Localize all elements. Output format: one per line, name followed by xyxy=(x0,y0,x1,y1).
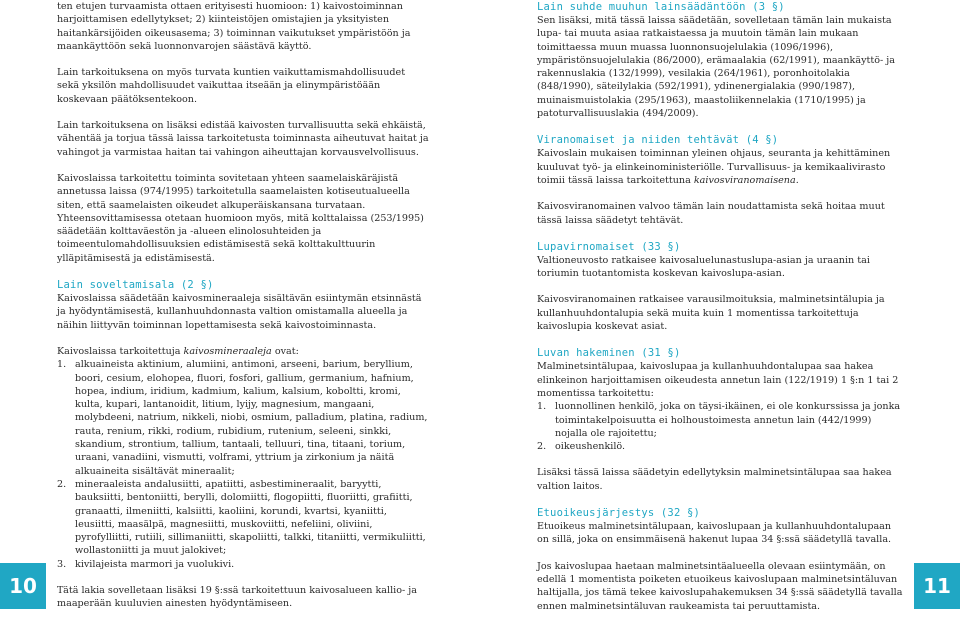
list-number: 1. xyxy=(57,359,67,371)
paragraph-state-institution: Lisäksi tässä laissa säädetyin edellytyksin malminetsintälupaa saa hakea valtion laitos. xyxy=(537,467,892,492)
right-page-column xyxy=(537,0,905,626)
paragraph-scope: Kaivoslaissa säädetään kaivosmineraaleja sisältävän esiintymän etsinnästä ja hyödyntämisestä, kullanhuuhdonnasta valtion omistamalla alueella ja näihin liittyvän toiminnan lopettamisesta sekä kaivostoiminnasta. xyxy=(57,293,422,331)
left-page-column xyxy=(57,0,429,624)
authorities-term: kaivosviranomaisena xyxy=(693,174,796,186)
list-number: 2. xyxy=(537,441,547,453)
minerals-intro-text: Kaivoslaissa tarkoitettuja xyxy=(57,345,184,357)
paragraph-mining-area-materials: Tätä lakia sovelletaan lisäksi 19 §:ssä tarkoitettuun kaivosalueen kallio- ja maaperään kuuluvien ainesten hyödyntämiseen. xyxy=(57,584,417,610)
paragraph-minerals-intro xyxy=(57,345,429,358)
minerals-list xyxy=(57,358,429,571)
paragraph-permit-authority: Kaivosviranomainen ratkaisee varausilmoituksia, malminetsintälupia ja kullanhuuhdontalupia sekä muita kuin 1 momentissa tarkoitettuja kaivoslupia koskevat asiat. xyxy=(537,294,885,333)
paragraph-relation-to-other-laws: Sen lisäksi, mitä tässä laissa säädetään, sovelletaan tämän lain mukaista lupa- tai muuta asiaa ratkaistaessa ja muutoin tämän lain mukaan toimittaessa muun muassa luonnonsuojelulakia (1096/1996), ympäristönsuojelulakia (86/2000), erämaalakia (62/1991), maankäyttö- ja rakennuslakia (132/1999), vesilakia (264/1961), poronhoitolakia (848/1990), säteilylakia (592/1991), ydinenergialakia (990/1987), muinaismuistolakia (295/1963), maastoliikennelakia (1710/1995) ja patoturvallisuuslakia (494/2009). xyxy=(537,15,895,120)
list-number: 1. xyxy=(537,401,547,413)
list-text: alkuaineista aktinium, alumiini, antimoni, arseeni, barium, beryllium, boori, cesium, elohopea, fluori, fosfori, gallium, germanium, hafnium, hopea, indium, iridium, kadmium, kalium, kalsium, koboltti, kromi, kulta, kupari, lantanoidit, litium, lyijy, magnesium, mangaani, molybdeeni, natrium, nikkeli, niobi, osmium, palladium, platina, radium, rauta, renium, rikki, rodium, rubidium, rutenium, seleeni, sinkki, skandium, strontium, tallium, tantaali, telluuri, tina, titaani, torium, uraani, vanadiini, vismutti, volframi, yttrium ja zirkonium ja näitä alkuaineita sisältävät mineraalit; xyxy=(75,359,428,477)
paragraph-mine-safety: Lain tarkoituksena on lisäksi edistää kaivosten turvallisuutta sekä ehkäistä, vähentää ja torjua tässä laissa tarkoitetusta toiminnasta aiheutuvat haitat ja vahingot ja varmistaa haitan tai vahingon aiheuttajan korvausvelvollisuus. xyxy=(57,120,429,158)
list-item xyxy=(537,440,905,453)
paragraph-priority-first: Etuoikeus malminetsintälupaan, kaivoslupaan ja kullanhuuhdontalupaan on sillä, joka on ensimmäisenä hakenut lupaa 34 §:ssä säädetyllä tavalla. xyxy=(537,521,892,546)
heading-permit-application: Luvan hakeminen (31 §) xyxy=(537,347,681,360)
minerals-intro-term: kaivosmineraaleja xyxy=(183,345,272,357)
list-item xyxy=(57,558,429,571)
list-text: oikeushenkilö. xyxy=(555,441,626,453)
paragraph-sami-homeland: Kaivoslaissa tarkoitettu toiminta sovitetaan yhteen saamelaiskäräjistä annetussa laissa (974/1995) tarkoitetulla saamelaisten kotiseutualueella siten, että saamelaisten oikeudet alkuperäiskansana turvataan. Yhteensovittamisessa otetaan huomioon myös, mitä kolttalaissa (253/1995) säädetään kolttaväestön ja -alueen elinolosuhteiden ja toimeentulomahdollisuuksien edistämisestä sekä kolttakulttuurin ylläpitämisestä ja edistämisestä. xyxy=(57,172,424,264)
paragraph-priority-holder: Jos kaivoslupaa haetaan malminetsintäalueella olevaan esiintymään, on edellä 1 momentista poiketen etuoikeus kaivoslupaan malminetsintäluvan haltijalla, jos tämä tekee kaivoslupahakemuksen 34 §:ssä säädetyllä tavalla ennen malminetsintäluvan raukeamista tai peruuttamista. xyxy=(537,560,903,612)
heading-authorities: Viranomaiset ja niiden tehtävät (4 §) xyxy=(537,134,779,147)
paragraph-permit-government: Valtioneuvosto ratkaisee kaivosaluelunastuslupa-asian ja uraanin tai toriumin tuotantomista koskevan kaivoslupa-asian. xyxy=(537,254,870,280)
paragraph-purpose-continued: ten etujen turvaamista ottaen erityisesti huomioon: 1) kaivostoiminnan harjoittamisen edellytykset; 2) kiinteistöjen omistajien ja yksityisten haitankärsijöiden oikeusasema; 3) toiminnan vaikutukset ympäristöön ja maankäyttöön sekä luonnonvarojen säästävä käyttö. xyxy=(57,1,411,52)
list-number: 2. xyxy=(57,478,67,490)
heading-relation-to-other-laws: Lain suhde muuhun lainsäädäntöön (3 §) xyxy=(537,1,785,13)
heading-scope: Lain soveltamisala (2 §) xyxy=(57,279,214,292)
list-number: 3. xyxy=(57,558,67,570)
page-number-left: 10 xyxy=(0,563,46,609)
paragraph-authorities xyxy=(537,147,905,187)
paragraph-supervision: Kaivosviranomainen valvoo tämän lain noudattamista sekä hoitaa muut tässä laissa säädetyt tehtävät. xyxy=(537,201,885,226)
minerals-intro-suffix: ovat: xyxy=(271,345,299,357)
list-item xyxy=(57,478,429,558)
heading-permit-authorities: Lupavirnomaiset (33 §) xyxy=(537,240,681,253)
list-text: kivilajeista marmori ja vuolukivi. xyxy=(75,558,235,570)
applicants-list xyxy=(537,400,905,453)
heading-priority-order: Etuoikeusjärjestys (32 §) xyxy=(537,507,701,520)
authorities-suffix: . xyxy=(795,174,799,186)
list-item xyxy=(537,400,905,440)
paragraph-municipal-influence: Lain tarkoituksena on myös turvata kuntien vaikuttamismahdollisuudet sekä yksilön mahdollisuudet vaikuttaa itseään ja elinympäristöään koskevaan päätöksentekoon. xyxy=(57,67,406,105)
list-item xyxy=(57,358,429,478)
authorities-text: Kaivoslain mukaisen toiminnan yleinen ohjaus, seuranta ja kehittäminen kuuluvat työ- ja elinkeinoministeriölle. Turvallisuus- ja kemikaalivirasto toimii tässä laissa tarkoitettuna xyxy=(537,148,891,186)
list-text: luonnollinen henkilö, joka on täysi-ikäinen, ei ole konkurssissa ja jonka toimintakelpoisuutta ei holhoustoimesta annetun lain (442/1999) nojalla ole rajoitettu; xyxy=(555,401,901,439)
page-number-right: 11 xyxy=(914,563,960,609)
paragraph-permit-application: Malminetsintälupaa, kaivoslupaa ja kullanhuuhdontalupaa saa hakea elinkeinon harjoittamisen oikeudesta annetun lain (122/1919) 1 §:n 1 tai 2 momentissa tarkoitettu: xyxy=(537,361,899,399)
list-text: mineraaleista andalusiitti, apatiitti, asbestimineraalit, baryytti, bauksiitti, bentoniitti, berylli, dolomiitti, flogopiitti, fluoriitti, grafiitti, granaatti, ilmeniitti, kalsiitti, kaoliini, korundi, kvartsi, kyaniitti, leusiitti, maasälpä, magnesiitti, muskoviitti, nefeliini, oliviini, pyrofylliitti, rutiili, sillimaniitti, skapoliitti, talkki, titaniitti, vermikuliitti, wollastoniitti ja muut jalokivet; xyxy=(75,478,426,557)
